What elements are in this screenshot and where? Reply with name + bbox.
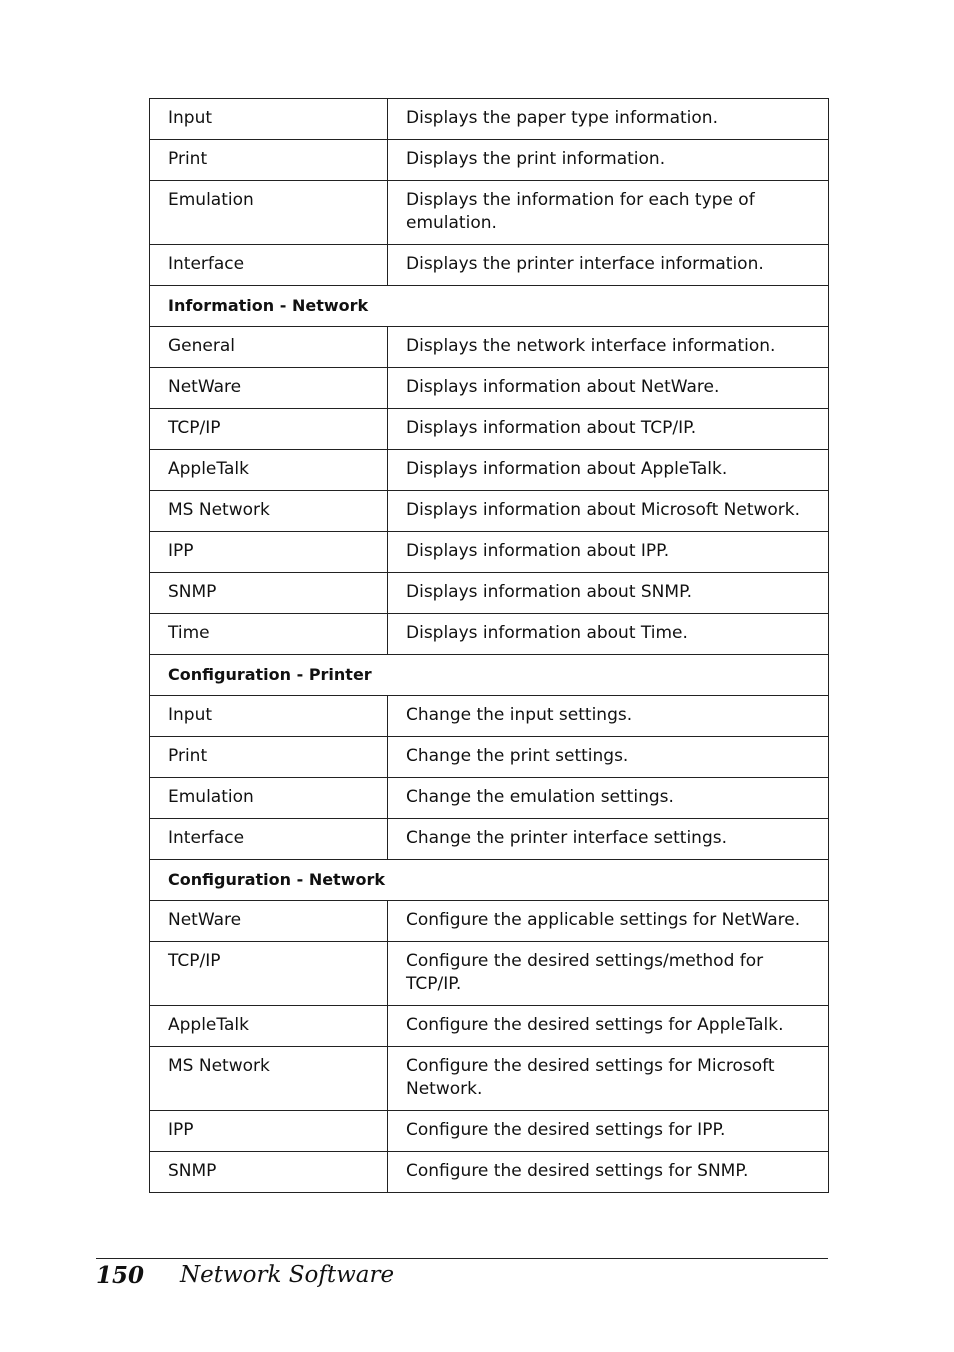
- item-description-cell: Displays information about TCP/IP.: [388, 409, 829, 450]
- item-description-cell: Displays the paper type information.: [388, 99, 829, 140]
- section-title: Configuration - Network: [150, 860, 829, 901]
- table-row: [150, 942, 829, 1006]
- table-row: [150, 140, 829, 181]
- table-row: [150, 819, 829, 860]
- item-description-cell: Displays the network interface information.: [388, 327, 829, 368]
- item-description-cell: Displays information about SNMP.: [388, 573, 829, 614]
- settings-table: [149, 98, 829, 1193]
- table-row: [150, 368, 829, 409]
- item-name-cell: SNMP: [150, 1152, 388, 1193]
- section-header-row: [150, 860, 829, 901]
- table-row: [150, 1047, 829, 1111]
- item-description-cell: Change the printer interface settings.: [388, 819, 829, 860]
- table-row: [150, 491, 829, 532]
- table-row: [150, 1006, 829, 1047]
- item-description-cell: Displays information about NetWare.: [388, 368, 829, 409]
- item-name-cell: MS Network: [150, 491, 388, 532]
- item-name-cell: SNMP: [150, 573, 388, 614]
- table-row: [150, 573, 829, 614]
- section-title: Information - Network: [150, 286, 829, 327]
- item-name-cell: MS Network: [150, 1047, 388, 1111]
- item-description-cell: Displays the print information.: [388, 140, 829, 181]
- item-description-cell: Change the input settings.: [388, 696, 829, 737]
- table-row: [150, 450, 829, 491]
- table-row: [150, 778, 829, 819]
- table-row: [150, 737, 829, 778]
- item-name-cell: TCP/IP: [150, 409, 388, 450]
- item-description-cell: Configure the desired settings for IPP.: [388, 1111, 829, 1152]
- section-header-row: [150, 286, 829, 327]
- item-name-cell: TCP/IP: [150, 942, 388, 1006]
- item-description-cell: Change the emulation settings.: [388, 778, 829, 819]
- section-title: Configuration - Printer: [150, 655, 829, 696]
- item-name-cell: Emulation: [150, 778, 388, 819]
- item-name-cell: Interface: [150, 245, 388, 286]
- item-name-cell: Interface: [150, 819, 388, 860]
- item-name-cell: General: [150, 327, 388, 368]
- item-description-cell: Change the print settings.: [388, 737, 829, 778]
- table-body: [150, 99, 829, 1193]
- item-description-cell: Configure the desired settings for SNMP.: [388, 1152, 829, 1193]
- table-row: [150, 181, 829, 245]
- item-name-cell: Print: [150, 737, 388, 778]
- item-name-cell: Input: [150, 99, 388, 140]
- footer-rule: [96, 1258, 828, 1259]
- item-name-cell: IPP: [150, 532, 388, 573]
- item-name-cell: NetWare: [150, 901, 388, 942]
- item-name-cell: NetWare: [150, 368, 388, 409]
- table-row: [150, 614, 829, 655]
- item-description-cell: Displays information about Time.: [388, 614, 829, 655]
- item-description-cell: Displays the information for each type of emulation.: [388, 181, 829, 245]
- table-row: [150, 245, 829, 286]
- table-row: [150, 901, 829, 942]
- item-description-cell: Displays information about IPP.: [388, 532, 829, 573]
- table-row: [150, 99, 829, 140]
- item-name-cell: Emulation: [150, 181, 388, 245]
- item-description-cell: Displays the printer interface information.: [388, 245, 829, 286]
- item-description-cell: Displays information about Microsoft Network.: [388, 491, 829, 532]
- item-name-cell: Print: [150, 140, 388, 181]
- table-row: [150, 327, 829, 368]
- item-description-cell: Configure the desired settings/method for TCP/IP.: [388, 942, 829, 1006]
- item-description-cell: Configure the desired settings for AppleTalk.: [388, 1006, 829, 1047]
- item-name-cell: AppleTalk: [150, 1006, 388, 1047]
- table-row: [150, 696, 829, 737]
- item-description-cell: Configure the desired settings for Microsoft Network.: [388, 1047, 829, 1111]
- item-description-cell: Configure the applicable settings for NetWare.: [388, 901, 829, 942]
- item-name-cell: IPP: [150, 1111, 388, 1152]
- item-description-cell: Displays information about AppleTalk.: [388, 450, 829, 491]
- item-name-cell: AppleTalk: [150, 450, 388, 491]
- page-number: 150: [96, 1262, 145, 1289]
- table-row: [150, 1111, 829, 1152]
- table-row: [150, 409, 829, 450]
- item-name-cell: Time: [150, 614, 388, 655]
- table-row: [150, 532, 829, 573]
- table-row: [150, 1152, 829, 1193]
- running-title: Network Software: [180, 1262, 395, 1288]
- item-name-cell: Input: [150, 696, 388, 737]
- section-header-row: [150, 655, 829, 696]
